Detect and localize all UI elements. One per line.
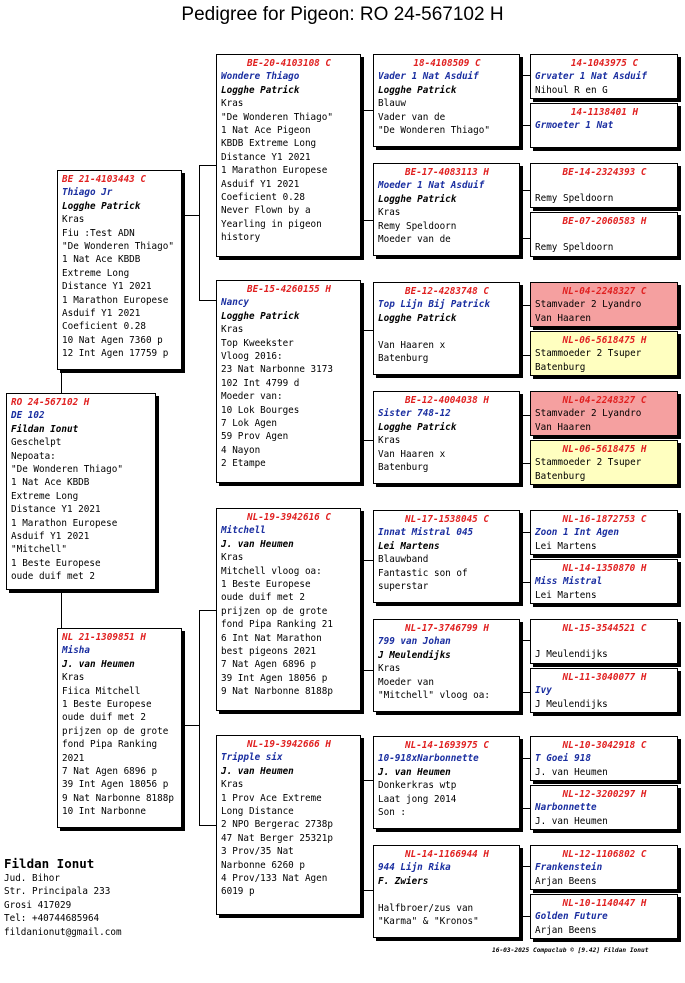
connector-line: [199, 165, 200, 300]
connector-line: [520, 415, 530, 416]
info-line: 1 Nat Ace KBDB: [62, 254, 141, 266]
ring-number: NL-15-3544521 C: [562, 623, 647, 634]
owner-phone: Tel: +40744685964: [4, 913, 100, 925]
owner-name: Fildan Ionut: [4, 856, 95, 871]
ring-number: NL-14-1350870 H: [562, 563, 647, 574]
breeder-name: Logghe Patrick: [378, 421, 457, 433]
owner-street: Str. Principala 233: [4, 886, 111, 898]
info-line: Van Haaren: [535, 312, 591, 324]
info-line: 1 Prov Ace Extreme: [221, 792, 322, 804]
info-line: Stamvader 2 Lyandro: [535, 299, 642, 311]
pigeon-card-dam[interactable]: [57, 628, 182, 828]
info-line: 1 Marathon Europese: [62, 294, 169, 306]
connector-line: [520, 238, 530, 239]
info-line: 7 Lok Agen: [221, 418, 277, 430]
info-line: Geschelpt: [11, 437, 62, 449]
pigeon-name: Thiago Jr: [62, 187, 113, 199]
info-line: Moeder van de: [378, 234, 451, 246]
info-line: best pigeons 2021: [221, 646, 317, 658]
connector-line: [182, 725, 199, 726]
breeder-name: J. van Heumen: [62, 658, 135, 670]
ring-number: 18-4108509 C: [413, 58, 481, 69]
connector-line: [199, 300, 217, 301]
info-line: Kras: [378, 663, 401, 675]
pigeon-card-gen4[interactable]: [373, 163, 520, 256]
breeder-name: Logghe Patrick: [378, 312, 457, 324]
info-line: fond Pipa Ranking: [62, 739, 158, 751]
ring-number: NL-04-2248327 C: [562, 286, 647, 297]
breeder-name: Logghe Patrick: [378, 84, 457, 96]
info-line: Kras: [62, 214, 85, 226]
info-line: Stammoeder 2 Tsuper: [535, 348, 642, 360]
pigeon-name: 944 Lijn Rika: [378, 862, 451, 874]
pigeon-card-gen5[interactable]: [530, 559, 678, 604]
info-line: Narbonne 6260 p: [221, 859, 305, 871]
pigeon-name: Golden Future: [535, 911, 608, 923]
ring-number: NL-19-3942666 H: [247, 739, 331, 750]
pigeon-card-sire[interactable]: [57, 170, 182, 370]
connector-line: [61, 590, 62, 628]
pigeon-card-subject[interactable]: [6, 393, 156, 590]
info-line: "Mitchell" vloog oa:: [378, 690, 490, 702]
pigeon-name: Miss Mistral: [535, 576, 603, 588]
info-line: 1 Nat Ace Pigeon: [221, 125, 311, 137]
info-line: Lei Martens: [535, 589, 597, 601]
pigeon-card-gen5[interactable]: [530, 668, 678, 713]
info-line: 39 Int Agen 18056 p: [221, 672, 328, 684]
info-line: 1 Beste Europese: [11, 557, 101, 569]
ring-number: NL-17-1538045 C: [405, 514, 489, 525]
pigeon-name: Top Lijn Bij Patrick: [378, 299, 490, 311]
info-line: Kras: [378, 207, 401, 219]
pigeon-card-gen5[interactable]: [530, 736, 678, 781]
pigeon-name: Innat Mistral 045: [378, 527, 474, 539]
info-line: oude duif met 2: [62, 712, 146, 724]
info-line: Stamvader 2 Lyandro: [535, 408, 642, 420]
info-line: Distance Y1 2021: [62, 281, 152, 293]
breeder-name: Logghe Patrick: [221, 310, 300, 322]
info-line: 39 Int Agen 18056 p: [62, 779, 169, 791]
pigeon-card-gen5[interactable]: [530, 510, 678, 555]
pigeon-card-gen5[interactable]: [530, 845, 678, 890]
info-line: J Meulendijks: [535, 649, 608, 661]
info-line: 12 Int Agen 17759 p: [62, 348, 169, 360]
info-line: Stammoeder 2 Tsuper: [535, 457, 642, 469]
pigeon-name: Tripple six: [221, 752, 283, 764]
info-line: 1 Beste Europese: [62, 699, 152, 711]
pigeon-name: Grmoeter 1 Nat: [535, 120, 614, 132]
pigeon-card-gen5[interactable]: [530, 282, 678, 327]
breeder-name: Logghe Patrick: [378, 193, 457, 205]
info-line: Remy Speldoorn: [378, 220, 457, 232]
ring-number: 14-1138401 H: [570, 107, 639, 118]
info-line: 4 Prov/133 Nat Agen: [221, 873, 328, 885]
owner-info: [4, 855, 122, 939]
info-line: Top Kweekster: [221, 337, 294, 349]
pigeon-card-gen4[interactable]: [373, 845, 520, 938]
pigeon-card-gen4[interactable]: [373, 54, 520, 147]
info-line: 7 Nat Agen 6896 p: [221, 659, 317, 671]
breeder-name: Fildan Ionut: [11, 423, 79, 435]
connector-line: [520, 190, 530, 191]
info-line: Kras: [221, 98, 244, 110]
ring-number: NL-11-3040077 H: [562, 672, 647, 683]
info-line: "Karma" & "Kronos": [378, 916, 479, 928]
info-line: [378, 325, 516, 338]
info-line: "De Wonderen Thiago": [378, 125, 490, 137]
ring-number: NL-06-5618475 H: [562, 444, 647, 455]
connector-line: [520, 532, 530, 533]
connector-line: [520, 125, 530, 126]
pigeon-name: Zoon 1 Int Agen: [535, 527, 619, 539]
pigeon-card-gen5[interactable]: [530, 785, 678, 830]
info-line: 6019 p: [221, 886, 255, 898]
ring-number: NL-14-1693975 C: [405, 740, 489, 751]
info-line: Arjan Beens: [535, 924, 597, 936]
info-line: Kras: [62, 672, 85, 684]
connector-line: [199, 610, 217, 611]
info-line: Asduif Y1 2021: [11, 531, 90, 543]
info-line: fond Pipa Ranking 21: [221, 619, 333, 631]
connector-line: [520, 582, 530, 583]
footer-credit: 16-03-2025 Compuclub © [9.42] Fildan Ionut: [492, 947, 649, 954]
info-line: Son :: [378, 807, 406, 819]
breeder-name: Lei Martens: [378, 540, 440, 552]
info-line: Nihoul R en G: [535, 84, 608, 96]
pigeon-name: Frankenstein: [535, 862, 603, 874]
ring-number: BE 21-4103443 C: [62, 174, 146, 185]
pigeon-name: Wondere Thiago: [221, 71, 300, 83]
pigeon-card-gen5[interactable]: [530, 103, 678, 148]
pigeon-card-gen5[interactable]: [530, 54, 678, 99]
info-line: Kras: [221, 779, 244, 791]
pigeon-name: Misha: [62, 645, 90, 657]
ring-number: BE-15-4260155 H: [247, 284, 331, 295]
info-line: Asduif Y1 2021: [221, 178, 300, 190]
info-line: prijzen op de grote: [62, 725, 169, 737]
connector-line: [520, 758, 530, 759]
pigeon-name: Moeder 1 Nat Asduif: [378, 180, 485, 192]
info-line: oude duif met 2: [221, 592, 305, 604]
info-line: 2 Etampe: [221, 458, 266, 470]
info-line: Kras: [378, 435, 401, 447]
info-line: Moeder van:: [221, 391, 283, 403]
info-line: Arjan Beens: [535, 875, 597, 887]
ring-number: NL-10-1140447 H: [562, 898, 647, 909]
info-line: Asduif Y1 2021: [62, 308, 141, 320]
info-line: Nepoata:: [11, 450, 56, 462]
info-line: Yearling in pigeon: [221, 218, 322, 230]
info-line: Van Haaren x: [378, 339, 446, 351]
info-line: 4 Nayon: [221, 444, 261, 456]
page-title: Pedigree for Pigeon: RO 24-567102 H: [181, 4, 504, 25]
info-line: Blauw: [378, 98, 406, 110]
pigeon-card-gen3[interactable]: [216, 54, 361, 257]
pigeon-name: T Goei 918: [535, 753, 591, 765]
ring-number: NL-17-3746799 H: [405, 623, 489, 634]
info-line: Coeficient 0.28: [62, 321, 146, 333]
info-line: 10 Int Narbonne: [62, 806, 146, 818]
info-line: "De Wonderen Thiago": [221, 111, 333, 123]
breeder-name: J. van Heumen: [378, 766, 451, 778]
info-line: 10 Nat Agen 7360 p: [62, 334, 163, 346]
pigeon-name: Grvater 1 Nat Asduif: [535, 71, 647, 83]
ring-number: NL-12-1106802 C: [562, 849, 647, 860]
info-line: Lei Martens: [535, 540, 597, 552]
ring-number: NL-10-3042918 C: [562, 740, 647, 751]
info-line: 9 Nat Narbonne 8188p: [62, 792, 174, 804]
pigeon-name: Ivy: [535, 685, 552, 697]
ring-number: NL-04-2248327 C: [562, 395, 647, 406]
ring-number: NL-19-3942616 C: [247, 512, 331, 523]
info-line: KBDB Extreme Long: [221, 138, 317, 150]
ring-number: NL-12-3200297 H: [562, 789, 647, 800]
pigeon-card-gen5[interactable]: [530, 619, 678, 664]
info-line: history: [221, 232, 261, 244]
info-line: 1 Nat Ace KBDB: [11, 477, 90, 489]
connector-line: [520, 75, 530, 76]
info-line: Batenburg: [535, 361, 586, 373]
info-line: Blauwband: [378, 554, 429, 566]
pigeon-card-gen5[interactable]: [530, 894, 678, 939]
pigeon-card-gen4[interactable]: [373, 736, 520, 829]
connector-line: [520, 916, 530, 917]
pigeon-card-gen4[interactable]: [373, 510, 520, 603]
owner-city: Grosi 417029: [4, 899, 72, 911]
connector-line: [520, 305, 530, 306]
info-line: 1 Marathon Europese: [11, 517, 118, 529]
pigeon-name: Sister 748-12: [378, 408, 451, 420]
info-line: Fiu :Test ADN: [62, 227, 135, 239]
info-line: "De Wonderen Thiago": [11, 464, 123, 476]
info-line: 59 Prov Agen: [221, 431, 289, 443]
pigeon-card-gen5[interactable]: [530, 391, 678, 436]
info-line: Extreme Long: [62, 267, 130, 279]
info-line: Never Flown by a: [221, 205, 311, 217]
pigeon-card-gen5[interactable]: [530, 163, 678, 208]
info-line: Batenburg: [535, 470, 586, 482]
owner-email[interactable]: fildanionut@gmail.com: [4, 926, 122, 938]
pigeon-name: 10-918xNarbonnette: [378, 753, 479, 765]
pigeon-card-gen4[interactable]: [373, 619, 520, 712]
info-line: Coeficient 0.28: [221, 192, 305, 204]
pigeon-card-gen3[interactable]: [216, 508, 361, 711]
info-line: J Meulendijks: [535, 698, 608, 710]
info-line: Moeder van: [378, 676, 434, 688]
breeder-name: J. van Heumen: [221, 538, 294, 550]
pigeon-name: DE 102: [11, 410, 45, 422]
owner-county: Jud. Bihor: [4, 873, 60, 884]
connector-line: [199, 825, 217, 826]
breeder-name: Logghe Patrick: [221, 84, 300, 96]
info-line: "Mitchell": [11, 544, 67, 556]
connector-line: [199, 610, 200, 825]
pigeon-card-gen4[interactable]: [373, 391, 520, 484]
info-line: Extreme Long: [11, 490, 79, 502]
ring-number: BE-12-4004038 H: [405, 395, 489, 406]
ring-number: BE-07-2060583 H: [562, 216, 647, 227]
info-line: prijzen op de grote: [221, 605, 328, 617]
info-line: 9 Nat Narbonne 8188p: [221, 686, 333, 698]
connector-line: [199, 165, 217, 166]
pigeon-name: Narbonnette: [535, 802, 597, 814]
pigeon-name: Vader 1 Nat Asduif: [378, 71, 479, 83]
info-line: 1 Marathon Europese: [221, 165, 328, 177]
connector-line: [520, 463, 530, 464]
breeder-name: J Meulendijks: [378, 649, 451, 661]
info-line: Kras: [221, 552, 244, 564]
info-line: 23 Nat Narbonne 3173: [221, 364, 333, 376]
info-line: Remy Speldoorn: [535, 193, 614, 205]
info-line: J. van Heumen: [535, 815, 608, 827]
info-line: Van Haaren: [535, 421, 591, 433]
info-line: superstar: [378, 581, 429, 593]
connector-line: [520, 692, 530, 693]
ring-number: NL-14-1166944 H: [405, 849, 489, 860]
info-line: Distance Y1 2021: [11, 504, 101, 516]
info-line: "De Wonderen Thiago": [62, 241, 174, 253]
pigeon-name: 799 van Johan: [378, 636, 451, 648]
connector-line: [520, 640, 530, 641]
connector-line: [520, 866, 530, 867]
connector-line: [61, 370, 62, 393]
ring-number: NL-06-5618475 H: [562, 335, 647, 346]
ring-number: 14-1043975 C: [570, 58, 639, 69]
info-line: 2021: [62, 752, 85, 764]
info-line: [378, 888, 516, 901]
ring-number: BE-14-2324393 C: [562, 167, 647, 178]
info-line: Distance Y1 2021: [221, 151, 311, 163]
connector-line: [520, 808, 530, 809]
breeder-name: J. van Heumen: [221, 765, 294, 777]
info-line: Donkerkras wtp: [378, 780, 457, 792]
ring-number: BE-20-4103108 C: [247, 58, 331, 69]
pigeon-name: Mitchell: [221, 525, 266, 537]
info-line: Remy Speldoorn: [535, 242, 614, 254]
pigeon-card-gen4[interactable]: [373, 282, 520, 375]
info-line: 3 Prov/35 Nat: [221, 846, 294, 858]
connector-line: [520, 355, 530, 356]
pigeon-card-gen3[interactable]: [216, 280, 361, 483]
info-line: Halfbroer/zus van: [378, 902, 474, 914]
info-line: Kras: [221, 324, 244, 336]
info-line: Van Haaren x: [378, 448, 446, 460]
pigeon-card-gen5[interactable]: [530, 331, 678, 376]
info-line: Vloog 2016:: [221, 351, 283, 363]
connector-line: [182, 215, 199, 216]
info-line: J. van Heumen: [535, 766, 608, 778]
info-line: 10 Lok Bourges: [221, 404, 300, 416]
info-line: Mitchell vloog oa:: [221, 565, 322, 577]
info-line: 102 Int 4799 d: [221, 377, 300, 389]
info-line: 7 Nat Agen 6896 p: [62, 766, 158, 778]
info-line: Vader van de: [378, 111, 446, 123]
ring-number: NL-16-1872753 C: [562, 514, 647, 525]
pigeon-card-gen5[interactable]: [530, 212, 678, 257]
breeder-name: F. Zwiers: [378, 875, 429, 887]
ring-number: BE-12-4283748 C: [405, 286, 489, 297]
pigeon-card-gen3[interactable]: [216, 735, 361, 915]
ring-number: BE-17-4083113 H: [405, 167, 489, 178]
info-line: 2 NPO Bergerac 2738p: [221, 819, 333, 831]
pigeon-name: Nancy: [221, 297, 249, 309]
breeder-name: Logghe Patrick: [62, 200, 141, 212]
info-line: 6 Int Nat Marathon: [221, 632, 322, 644]
info-line: Batenburg: [378, 462, 429, 474]
pigeon-card-gen5[interactable]: [530, 440, 678, 485]
info-line: 47 Nat Berger 25321p: [221, 832, 333, 844]
info-line: 1 Beste Europese: [221, 579, 311, 591]
info-line: Batenburg: [378, 353, 429, 365]
ring-number: RO 24-567102 H: [11, 397, 90, 408]
info-line: Laat jong 2014: [378, 793, 457, 805]
info-line: Fantastic son of: [378, 567, 468, 579]
ring-number: NL 21-1309851 H: [62, 632, 146, 643]
info-line: oude duif met 2: [11, 571, 95, 583]
info-line: Long Distance: [221, 806, 294, 818]
info-line: Fiica Mitchell: [62, 685, 141, 697]
